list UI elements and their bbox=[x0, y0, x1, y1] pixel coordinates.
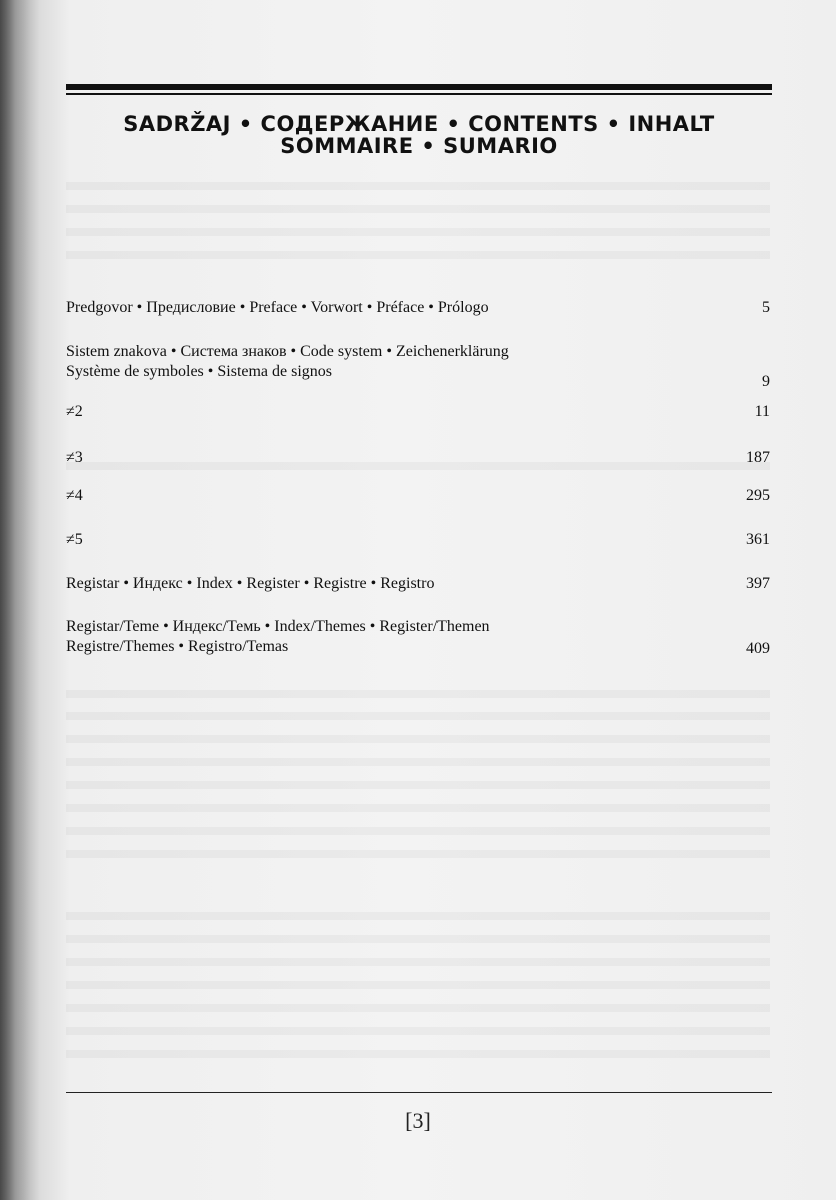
bleed-through bbox=[66, 712, 770, 720]
toc-entry-label-line-2: Système de symboles • Sistema de signos bbox=[66, 363, 333, 380]
toc-entry-page: 409 bbox=[746, 640, 770, 657]
toc-entry-page: 5 bbox=[762, 299, 770, 316]
toc-entry-label: Sistem znakova • Система знаков • Code system • Zeichenerklärung bbox=[66, 343, 509, 360]
toc-entry-page: 187 bbox=[746, 449, 770, 466]
toc-entry-page: 9 bbox=[762, 373, 770, 390]
bleed-through bbox=[66, 1027, 770, 1035]
bleed-through bbox=[66, 182, 770, 190]
bleed-through bbox=[66, 228, 770, 236]
bleed-through bbox=[66, 758, 770, 766]
bleed-through bbox=[66, 781, 770, 789]
toc-entry-page: 11 bbox=[754, 403, 770, 420]
bleed-through bbox=[66, 804, 770, 812]
toc-entry-label: Registar • Индекс • Index • Register • Registre • Registro bbox=[66, 575, 435, 592]
bleed-through bbox=[66, 850, 770, 858]
toc-entry-page: 397 bbox=[746, 575, 770, 592]
top-rule-thin bbox=[66, 93, 772, 95]
bleed-through bbox=[66, 205, 770, 213]
contents-heading-line-2: SOMMAIRE • SUMARIO bbox=[280, 134, 558, 158]
bottom-rule bbox=[66, 1092, 772, 1093]
toc-entry-label: ≠2 bbox=[66, 403, 83, 420]
bleed-through bbox=[66, 1050, 770, 1058]
toc-entry-index[interactable] bbox=[66, 574, 770, 594]
toc-entry-label: Registar/Teme • Индекс/Темь • Index/Themes • Register/Themen bbox=[66, 618, 490, 635]
toc-entry-section-2[interactable] bbox=[66, 402, 770, 422]
top-rule-thick bbox=[66, 84, 772, 90]
page-edge-shadow bbox=[0, 0, 30, 1200]
toc-entry-code-system[interactable] bbox=[66, 342, 770, 390]
bleed-through bbox=[66, 1004, 770, 1012]
toc-entry-label: ≠4 bbox=[66, 487, 83, 504]
bleed-through bbox=[66, 958, 770, 966]
bleed-through bbox=[66, 690, 770, 698]
bleed-through bbox=[66, 827, 770, 835]
toc-entry-label-line-2: Registre/Themes • Registro/Temas bbox=[66, 638, 289, 655]
bleed-through bbox=[66, 735, 770, 743]
toc-entry-index-themes[interactable] bbox=[66, 617, 770, 657]
toc-entry-preface[interactable] bbox=[66, 298, 770, 318]
toc-entry-section-5[interactable] bbox=[66, 530, 770, 550]
toc-entry-page: 295 bbox=[746, 487, 770, 504]
toc-entry-section-3[interactable] bbox=[66, 448, 770, 468]
toc-entry-label: ≠3 bbox=[66, 449, 83, 466]
contents-heading-line-1: SADRŽAJ • СОДЕРЖАНИЕ • CONTENTS • INHALT bbox=[123, 112, 715, 136]
bleed-through bbox=[66, 935, 770, 943]
bleed-through bbox=[66, 912, 770, 920]
page-number: [3] bbox=[405, 1108, 431, 1133]
bleed-through bbox=[66, 251, 770, 259]
toc-entry-page: 361 bbox=[746, 531, 770, 548]
bleed-through bbox=[66, 981, 770, 989]
toc-entry-section-4[interactable] bbox=[66, 486, 770, 506]
toc-entry-label: Predgovor • Предисловие • Preface • Vorwort • Préface • Prólogo bbox=[66, 299, 489, 316]
toc-entry-label: ≠5 bbox=[66, 531, 83, 548]
